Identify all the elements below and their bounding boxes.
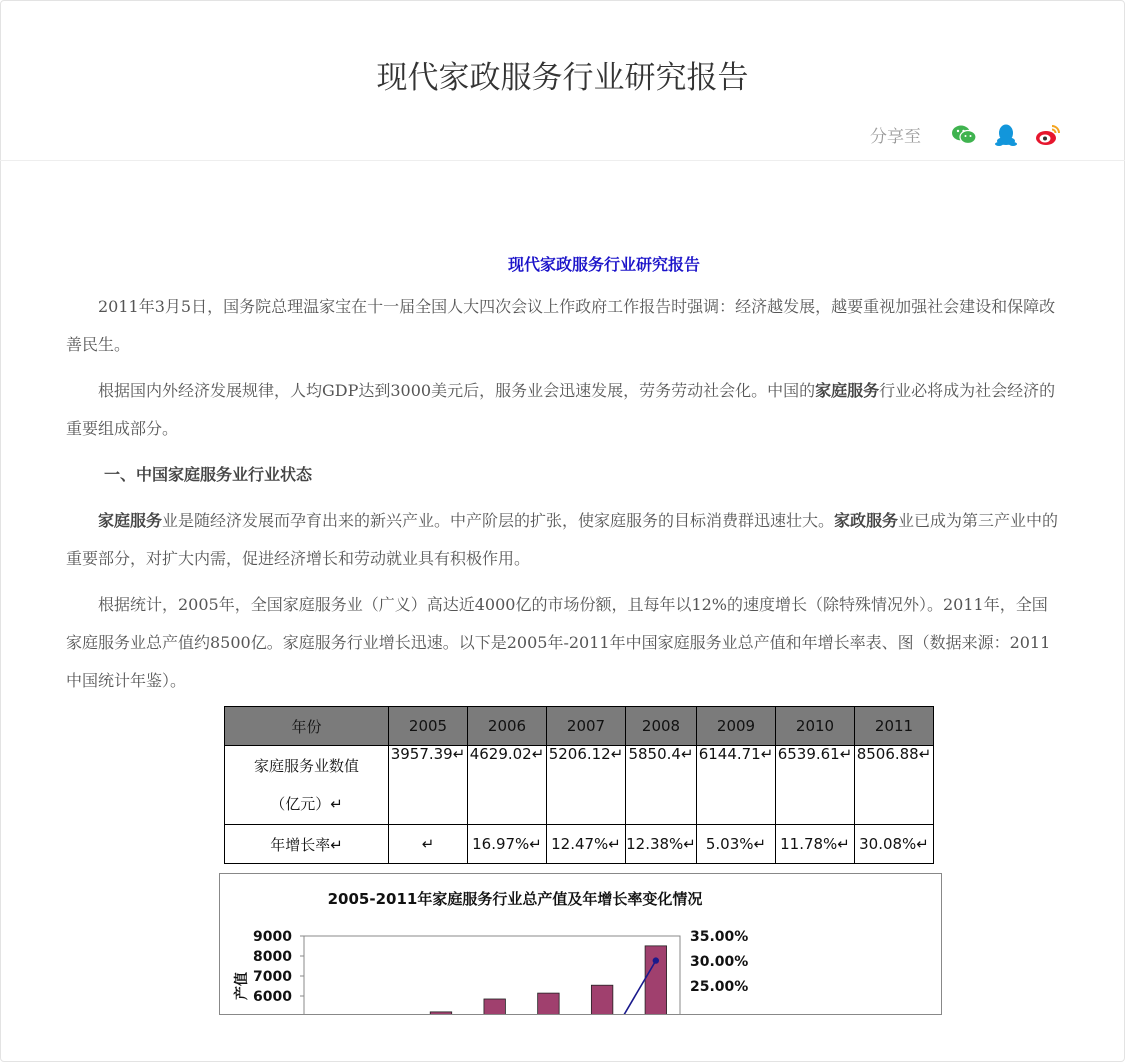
y-tick-label: 7000 xyxy=(253,969,292,985)
table-row xyxy=(225,825,934,864)
industry-data-table xyxy=(224,706,934,864)
table-cell: 12.47%↵ xyxy=(547,825,626,864)
chart-title: 2005-2011年家庭服务行业总产值及年增长率变化情况 xyxy=(327,890,703,908)
table-cell: ↵ xyxy=(389,825,468,864)
year-cell: 2009 xyxy=(697,707,776,746)
y-axis-label: 产值 xyxy=(234,972,250,1000)
output-value: 4629.02↵ xyxy=(469,745,545,763)
paragraph-3-text-b: 业是随经济发展而孕育出来的新兴产业。中产阶层的扩张，使家庭服务的目标消费群迅速壮大。 xyxy=(162,511,835,530)
paragraph-3-text-d: 业已成为第三产业中的重要部分，对扩大内需，促进经济增长和劳动就业具有积极作用。 xyxy=(66,511,1059,568)
bar-2007 xyxy=(430,1012,451,1014)
year-cell: 2008 xyxy=(626,707,697,746)
section-heading-1: 一、中国家庭服务业行业状态 xyxy=(104,465,313,484)
y-tick-label: 9000 xyxy=(253,929,292,945)
table-cell xyxy=(626,746,697,825)
row-label-output-line1: 家庭服务业数值 xyxy=(253,757,359,775)
output-value: 3957.39↵ xyxy=(390,745,466,763)
table-cell xyxy=(776,746,855,825)
paragraph-3-bold-c: 家政服务 xyxy=(834,511,899,530)
year-cell: 2005 xyxy=(389,707,468,746)
year-cell: 2011 xyxy=(855,707,934,746)
table-cell: 30.08%↵ xyxy=(855,825,934,864)
y2-tick-label: 35.00% xyxy=(690,929,749,945)
table-cell: 16.97%↵ xyxy=(468,825,547,864)
table-cell xyxy=(855,746,934,825)
y2-tick-label: 25.00% xyxy=(690,979,749,995)
bar-2008 xyxy=(484,999,505,1014)
growth-point xyxy=(653,957,659,963)
wechat-icon[interactable] xyxy=(951,123,977,147)
table-row xyxy=(225,746,934,825)
table-cell: 11.78%↵ xyxy=(776,825,855,864)
weibo-icon[interactable] xyxy=(1035,123,1061,147)
document-title: 现代家政服务行业研究报告 xyxy=(507,255,700,274)
y-tick-label: 8000 xyxy=(253,949,292,965)
paragraph-3-bold-a: 家庭服务 xyxy=(98,511,163,530)
table-cell xyxy=(697,746,776,825)
table-cell: 12.38%↵ xyxy=(626,825,697,864)
table-cell xyxy=(389,746,468,825)
output-value: 8506.88↵ xyxy=(856,745,932,763)
y-tick-label: 6000 xyxy=(253,989,292,1005)
paragraph-2-text-a: 根据国内外经济发展规律，人均GDP达到3000美元后，服务业会迅速发展，劳务劳动社会化。中国的 xyxy=(98,381,816,400)
qq-icon[interactable] xyxy=(993,123,1019,147)
share-bar xyxy=(870,122,1061,147)
share-label: 分享至 xyxy=(870,127,921,147)
page-header xyxy=(0,0,1125,161)
row-label-growth: 年增长率↵ xyxy=(225,825,389,864)
paragraph-2-bold: 家庭服务 xyxy=(815,381,880,400)
year-cell: 2006 xyxy=(468,707,547,746)
growth-chart xyxy=(219,873,942,1015)
output-value: 5850.4↵ xyxy=(628,745,694,763)
paragraph-3 xyxy=(66,502,1062,578)
page-title: 现代家政服务行业研究报告 xyxy=(376,60,749,96)
bar-2009 xyxy=(538,993,559,1014)
paragraph-2 xyxy=(66,372,1062,448)
table-cell: 5.03%↵ xyxy=(697,825,776,864)
article-body xyxy=(66,246,1062,708)
paragraph-2-text-c: 行业必将成为社会经济的重要组成部分。 xyxy=(66,381,1056,438)
bar-2011 xyxy=(645,946,666,1014)
table-header-label: 年份 xyxy=(225,707,389,746)
y2-tick-label: 30.00% xyxy=(690,954,749,970)
row-label-output-line2: （亿元）↵ xyxy=(270,795,343,813)
table-cell xyxy=(547,746,626,825)
paragraph-1: 2011年3月5日，国务院总理温家宝在十一届全国人大四次会议上作政府工作报告时强调：经济越发展，越要重视加强社会建设和保障改善民生。 xyxy=(66,297,1056,354)
table-cell xyxy=(468,746,547,825)
output-value: 6144.71↵ xyxy=(698,745,774,763)
year-cell: 2010 xyxy=(776,707,855,746)
chart-canvas xyxy=(220,874,941,1014)
output-value: 5206.12↵ xyxy=(548,745,624,763)
output-value: 6539.61↵ xyxy=(777,745,853,763)
year-cell: 2007 xyxy=(547,707,626,746)
row-label-output xyxy=(225,746,389,825)
table-header-row xyxy=(225,707,934,746)
paragraph-4: 根据统计，2005年，全国家庭服务业（广义）高达近4000亿的市场份额，且每年以12%的速度增长（除特殊情况外）。2011年，全国家庭服务业总产值约8500亿。家庭服务行业增长迅速。以下是2005年-2011年中国家庭服务业总产值和年增长率表、图（数据来源：2011中国统计年鉴）。 xyxy=(66,595,1051,690)
